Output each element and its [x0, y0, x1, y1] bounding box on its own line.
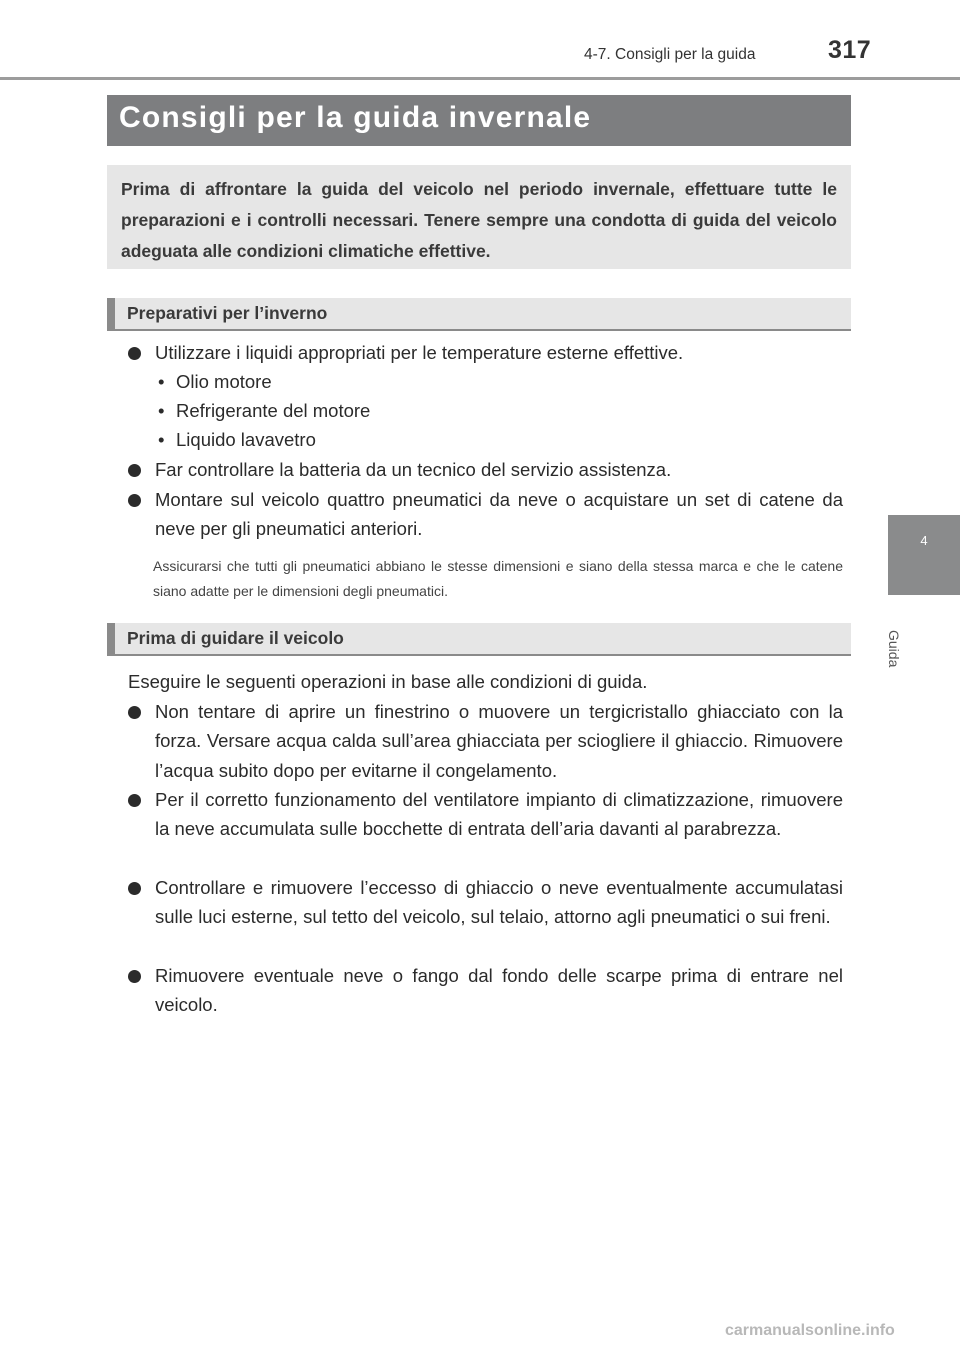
sub-list-item-text: Refrigerante del motore [176, 400, 371, 421]
intro-box [107, 165, 851, 269]
bullet-icon [128, 706, 141, 719]
dot-icon: • [158, 371, 165, 392]
header-section-title: 4-7. Consigli per la guida [584, 46, 756, 63]
sub-list-item [158, 367, 272, 396]
chapter-label: Guida [886, 630, 902, 668]
section-lead-text: Eseguire le seguenti operazioni in base alle condizioni di guida. [128, 671, 648, 692]
intro-text: Prima di affrontare la guida del veicolo nel periodo invernale, effettuare tutte le preparazioni e i controlli necessari. Tenere sempre una condotta di guida del veicolo adeguata alle condizioni climatiche effettive. [121, 179, 837, 261]
bullet-icon [128, 882, 141, 895]
list-item: Rimuovere eventuale neve o fango dal fondo delle scarpe prima di entrare nel veicolo. [155, 965, 843, 1016]
list-item: Controllare e rimuovere l’eccesso di ghiaccio o neve eventualmente accumulatasi sulle luci esterne, sul tetto del veicolo, sul telaio, attorno agli pneumatici o sui freni. [155, 877, 843, 928]
note-text: Assicurarsi che tutti gli pneumatici abbiano le stesse dimensioni e siano della stessa marca e che le catene siano adatte per le dimensioni degli pneumatici. [153, 558, 843, 599]
bullet-icon [128, 794, 141, 807]
page-title-bar [107, 95, 851, 146]
section-heading-preparation [107, 298, 851, 331]
dot-icon: • [158, 429, 165, 450]
sub-list-item-text: Liquido lavavetro [176, 429, 316, 450]
chapter-tab [888, 515, 960, 595]
chapter-number: 4 [920, 533, 928, 548]
list-item: Far controllare la batteria da un tecnico del servizio assistenza. [155, 459, 672, 480]
section-heading-before-driving [107, 623, 851, 656]
page-title: Consigli per la guida invernale [119, 101, 592, 134]
sub-list-item [158, 396, 370, 425]
sub-list-item [158, 425, 316, 454]
header-divider [0, 77, 960, 80]
section-heading-text: Prima di guidare il veicolo [127, 628, 344, 648]
sub-list-item-text: Olio motore [176, 371, 272, 392]
list-item: Per il corretto funzionamento del ventilatore impianto di climatizzazione, rimuovere la neve accumulata sulle bocchette di entrata dell’aria davanti al parabrezza. [155, 789, 843, 840]
list-item: Non tentare di aprire un finestrino o muovere un tergicristallo ghiacciato con la forza. Versare acqua calda sull’area ghiacciata per sciogliere il ghiaccio. Rimuovere l’acqua subito dopo per evitarne il congelamento. [155, 701, 843, 781]
watermark: carmanualsonline.info [725, 1322, 895, 1339]
dot-icon: • [158, 400, 165, 421]
page-number: 317 [828, 36, 872, 64]
bullet-icon [128, 494, 141, 507]
list-item: Montare sul veicolo quattro pneumatici da neve o acquistare un set di catene da neve per gli pneumatici anteriori. [155, 489, 843, 540]
bullet-icon [128, 970, 141, 983]
bullet-icon [128, 347, 141, 360]
section-heading-text: Preparativi per l’inverno [127, 303, 328, 323]
list-item: Utilizzare i liquidi appropriati per le temperature esterne effettive. [155, 342, 684, 363]
bullet-icon [128, 464, 141, 477]
